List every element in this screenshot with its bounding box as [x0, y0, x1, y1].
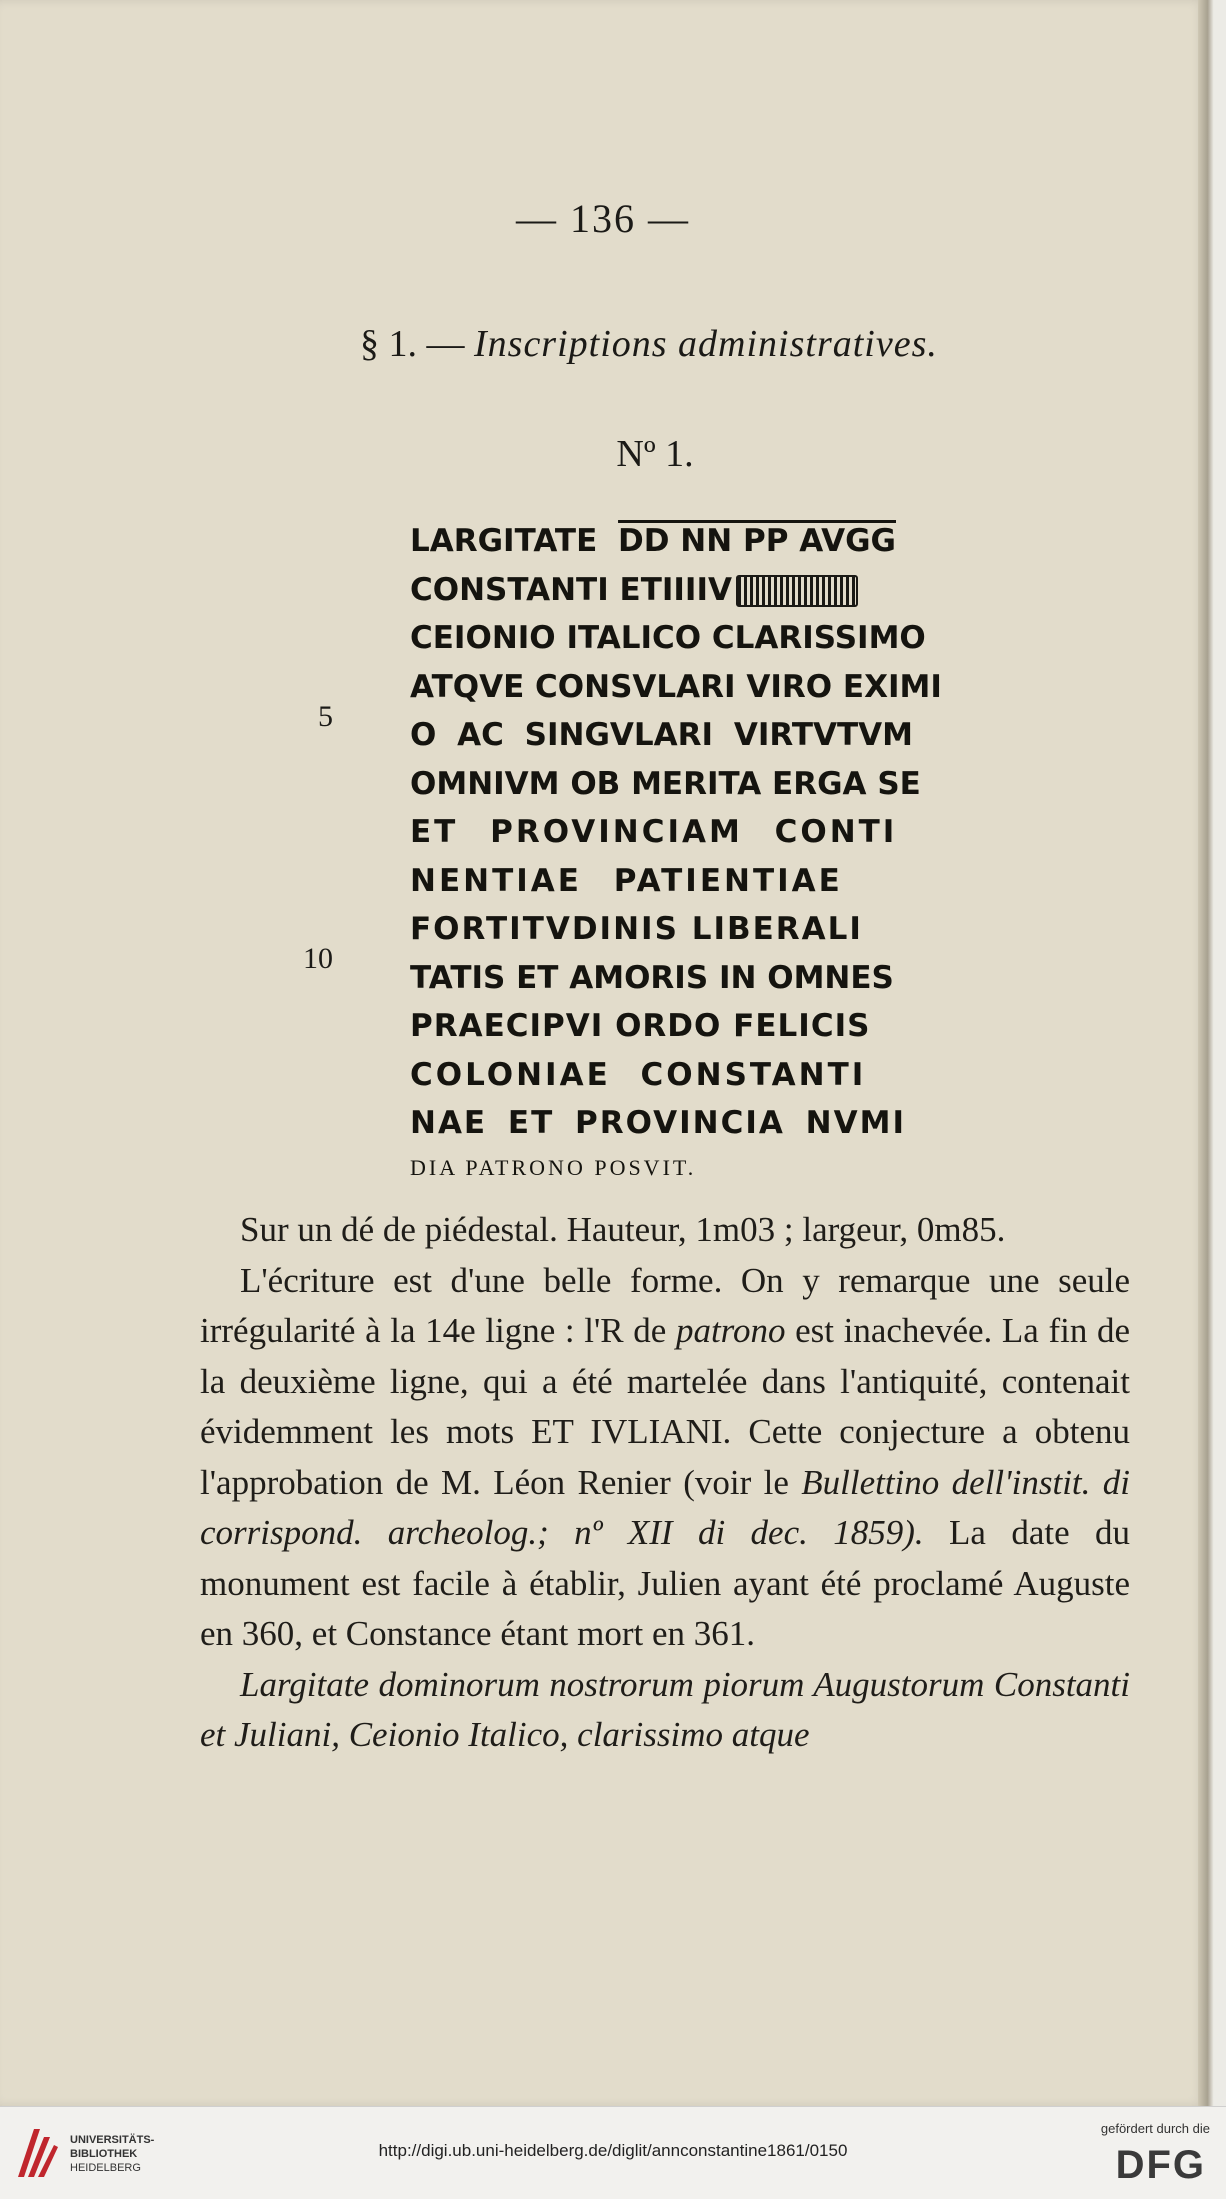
inscription-line-12-text: COLONIAE CONSTANTI: [410, 1056, 867, 1093]
library-name-line-3: HEIDELBERG: [70, 2162, 141, 2174]
inscription-line-1-start: LARGITATE: [410, 523, 598, 559]
inscription-line-8-text: NENTIAE PATIENTIAE: [410, 862, 843, 899]
paragraph-dimensions: Sur un dé de piédestal. Hauteur, 1m03 ; largeur, 0m85.: [240, 1210, 1006, 1249]
inscription-line-10-text: TATIS ET AMORIS IN OMNES: [410, 959, 894, 996]
inscription-number: Nº 1.: [616, 433, 694, 475]
library-name-line-1: UNIVERSITÄTS-: [70, 2134, 155, 2146]
inscription-line-1: [410, 517, 960, 566]
paragraph-translation: [200, 1660, 1130, 1761]
inscription-line-8: [410, 857, 960, 906]
inscription-line-11-text: PRAECIPVI ORDO FELICIS: [410, 1008, 871, 1044]
commentary-citation: Bullettino dell'instit. di corrispond. archeolog.; nº XII di dec. 1859).: [200, 1462, 1130, 1552]
inscription-line-2: [410, 566, 960, 615]
commentary-part-3: La date du monument est facile à établir, Julien ayant été proclamé Auguste en 360, et Constance étant mort en 361.: [200, 1513, 1130, 1653]
inscription-line-7-text: ET PROVINCIAM CONTI: [410, 814, 898, 850]
funded-by-label: gefördert durch die: [1100, 2121, 1210, 2136]
digitization-footer: [0, 2106, 1226, 2199]
line-number-10: 10: [303, 942, 333, 975]
section-prefix: § 1. —: [360, 323, 465, 365]
inscription-line-2-text: CONSTANTI ETIIIIV: [410, 571, 732, 608]
inscription-line-3-text: CEIONIO ITALICO CLARISSIMO: [410, 620, 926, 656]
inscription-line-11: [410, 1002, 960, 1051]
line-number-5: 5: [318, 700, 333, 733]
inscription-line-5: [410, 711, 960, 760]
inscription-line-13-text: NAE ET PROVINCIA NVMI: [410, 1105, 906, 1141]
inscription-line-14: [410, 1148, 960, 1188]
page-number-heading: — 136 —: [516, 196, 690, 241]
inscription-line-6: [410, 760, 960, 809]
inscription-line-1-abbrev: DD NN PP AVGG: [618, 523, 896, 559]
inscription-line-14-text: DIA PATRONO POSVIT.: [410, 1154, 697, 1180]
page-edge: [1198, 0, 1214, 2106]
commentary-italic-word: patrono: [675, 1311, 786, 1350]
inscription-line-9: [410, 905, 960, 954]
commentary-text: [200, 1205, 1130, 1761]
latin-expansion: Largitate dominorum nostrorum piorum Augustorum Constanti et Juliani, Ceionio Italico, clarissimo atque: [200, 1664, 1130, 1754]
section-title-text: Inscriptions administratives.: [474, 323, 938, 365]
inscription-line-4-text: ATQVE CONSVLARI VIRO EXIMI: [410, 668, 942, 705]
inscription-line-3: [410, 614, 960, 663]
commentary-part-1: L'écriture est d'une belle forme. On y remarque une seule irrégularité à la 14e ligne : l'R de: [200, 1260, 1130, 1350]
commentary-part-2: est inachevée. La fin de la deuxième ligne, qui a été martelée dans l'antiquité, contenait évidemment les mots ET IVLIANI. Cette conjecture a obtenu l'approbation de M. Léon Renier (voir le: [200, 1311, 1130, 1502]
inscription-transcription: [410, 517, 960, 1188]
library-name-line-2: BIBLIOTHEK: [70, 2148, 138, 2160]
inscription-line-13: [410, 1099, 960, 1148]
inscription-line-7: [410, 808, 960, 857]
inscription-line-4: [410, 663, 960, 712]
inscription-line-5-text: O AC SINGVLARI VIRTVTVM: [410, 717, 913, 753]
section-title: [360, 322, 938, 366]
paragraph-commentary: [200, 1256, 1130, 1660]
inscription-line-6-text: OMNIVM OB MERITA ERGA SE: [410, 765, 921, 802]
dfg-logo: DFG: [1115, 2143, 1206, 2187]
erased-text-mark: [736, 575, 858, 607]
inscription-line-10: [410, 954, 960, 1003]
permalink-url[interactable]: http://digi.ub.uni-heidelberg.de/diglit/annconstantine1861/0150: [378, 2141, 848, 2160]
inscription-line-9-text: FORTITVDINIS LIBERALI: [410, 911, 863, 947]
inscription-line-12: [410, 1051, 960, 1100]
